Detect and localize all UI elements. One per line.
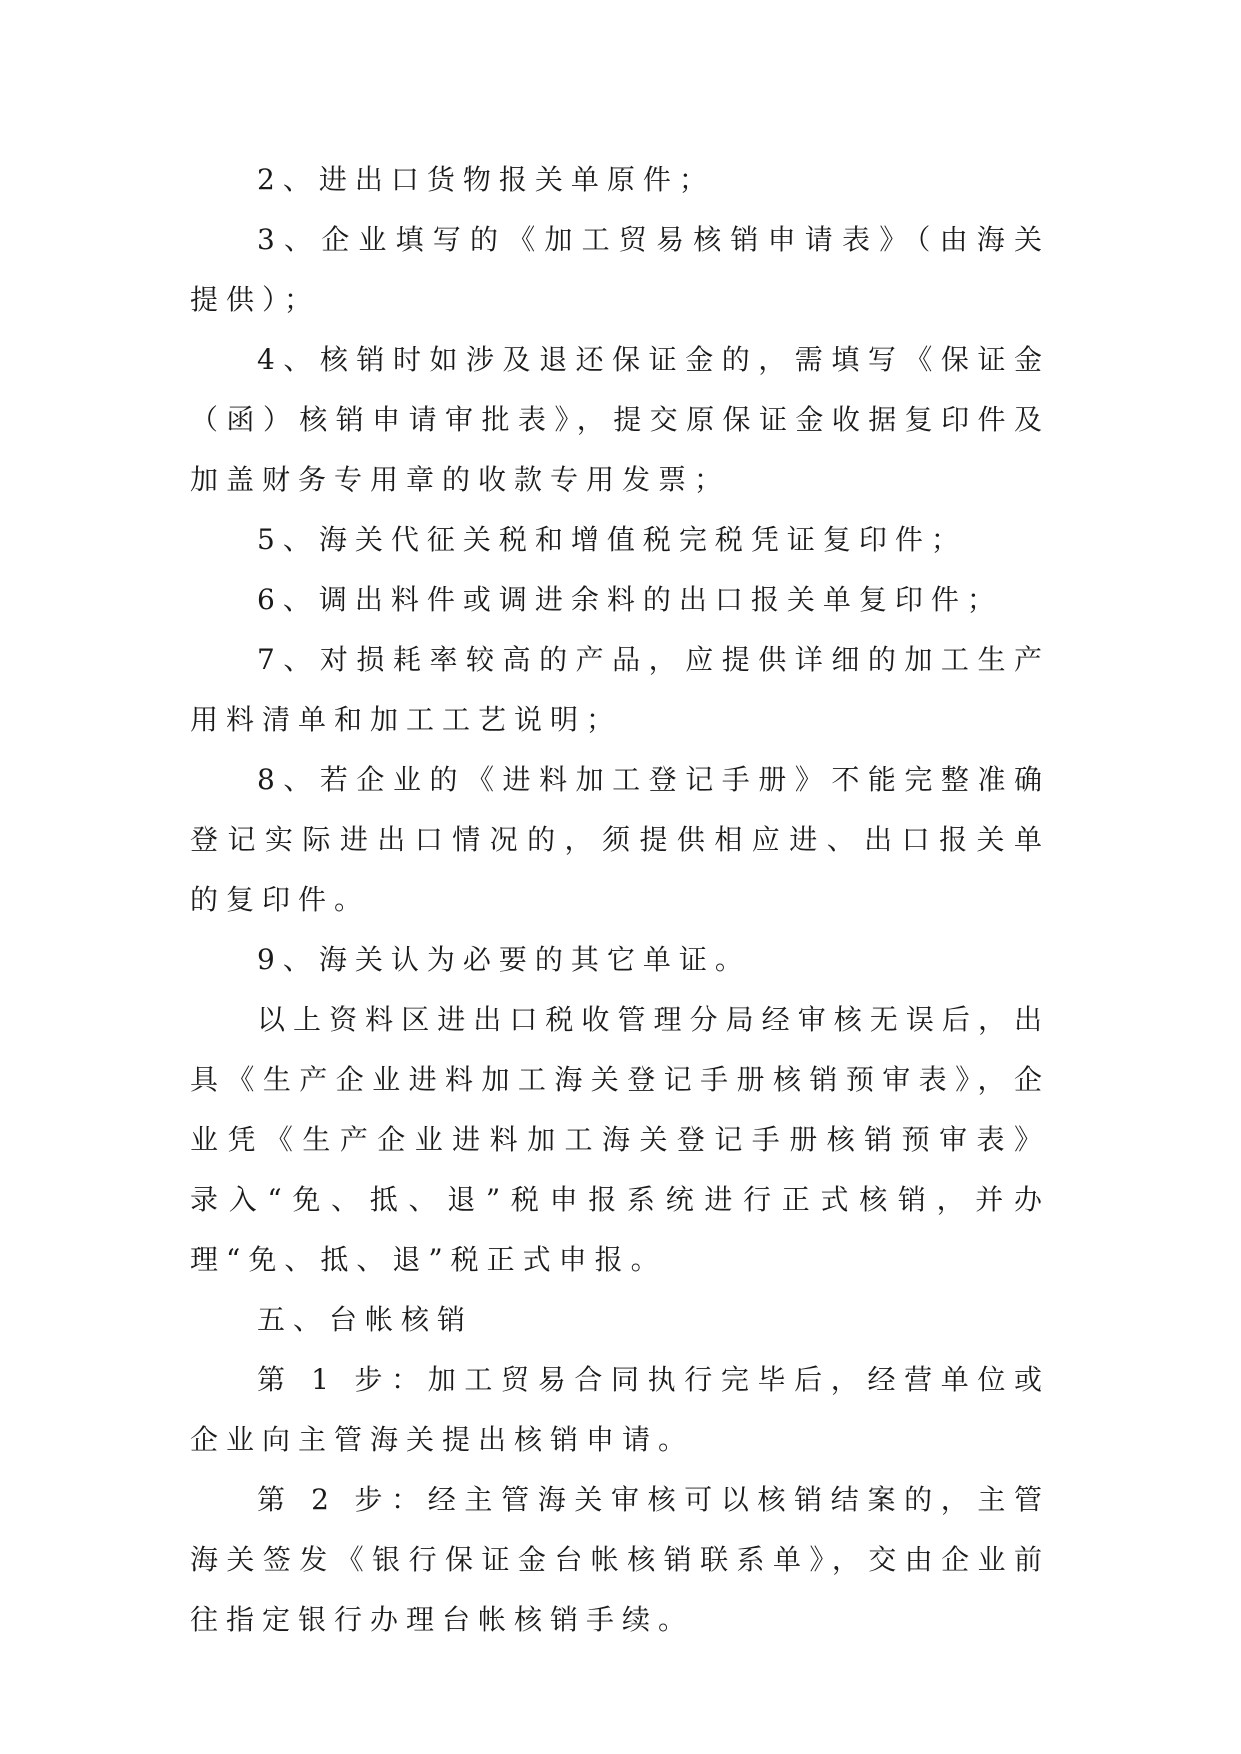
list-item-9: 9、海关认为必要的其它单证。 [257,943,751,976]
list-item-2: 2、进出口货物报关单原件； [257,163,715,196]
list-item-3: 3、企业填写的《加工贸易核销申请表》（由海关提供）； [190,223,1050,316]
list-item-7: 7、对损耗率较高的产品，应提供详细的加工生产用料清单和加工工艺说明； [190,643,1050,736]
list-item-5: 5、海关代征关税和增值税完税凭证复印件； [257,523,967,556]
list-item-6: 6、调出料件或调进余料的出口报关单复印件； [257,583,1003,616]
summary-paragraph: 以上资料区进出口税收管理分局经审核无误后，出具《生产企业进料加工海关登记手册核销预审表》，企业凭《生产企业进料加工海关登记手册核销预审表》录入“免、抵、退”税申报系统进行正式核销，并办理“免、抵、退”税正式申报。 [190,1003,1050,1276]
document-body [190,150,1050,1650]
step-1-paragraph: 第 1 步：加工贸易合同执行完毕后，经营单位或企业向主管海关提出核销申请。 [190,1363,1050,1456]
list-item-4: 4、核销时如涉及退还保证金的，需填写《保证金（函）核销申请审批表》，提交原保证金收据复印件及加盖财务专用章的收款专用发票； [190,343,1050,496]
section-heading: 五、台帐核销 [257,1303,474,1336]
list-item-8: 8、若企业的《进料加工登记手册》不能完整准确登记实际进出口情况的，须提供相应进、出口报关单的复印件。 [190,763,1050,916]
step-2-paragraph: 第 2 步：经主管海关审核可以核销结案的，主管海关签发《银行保证金台帐核销联系单》，交由企业前往指定银行办理台帐核销手续。 [190,1483,1050,1636]
